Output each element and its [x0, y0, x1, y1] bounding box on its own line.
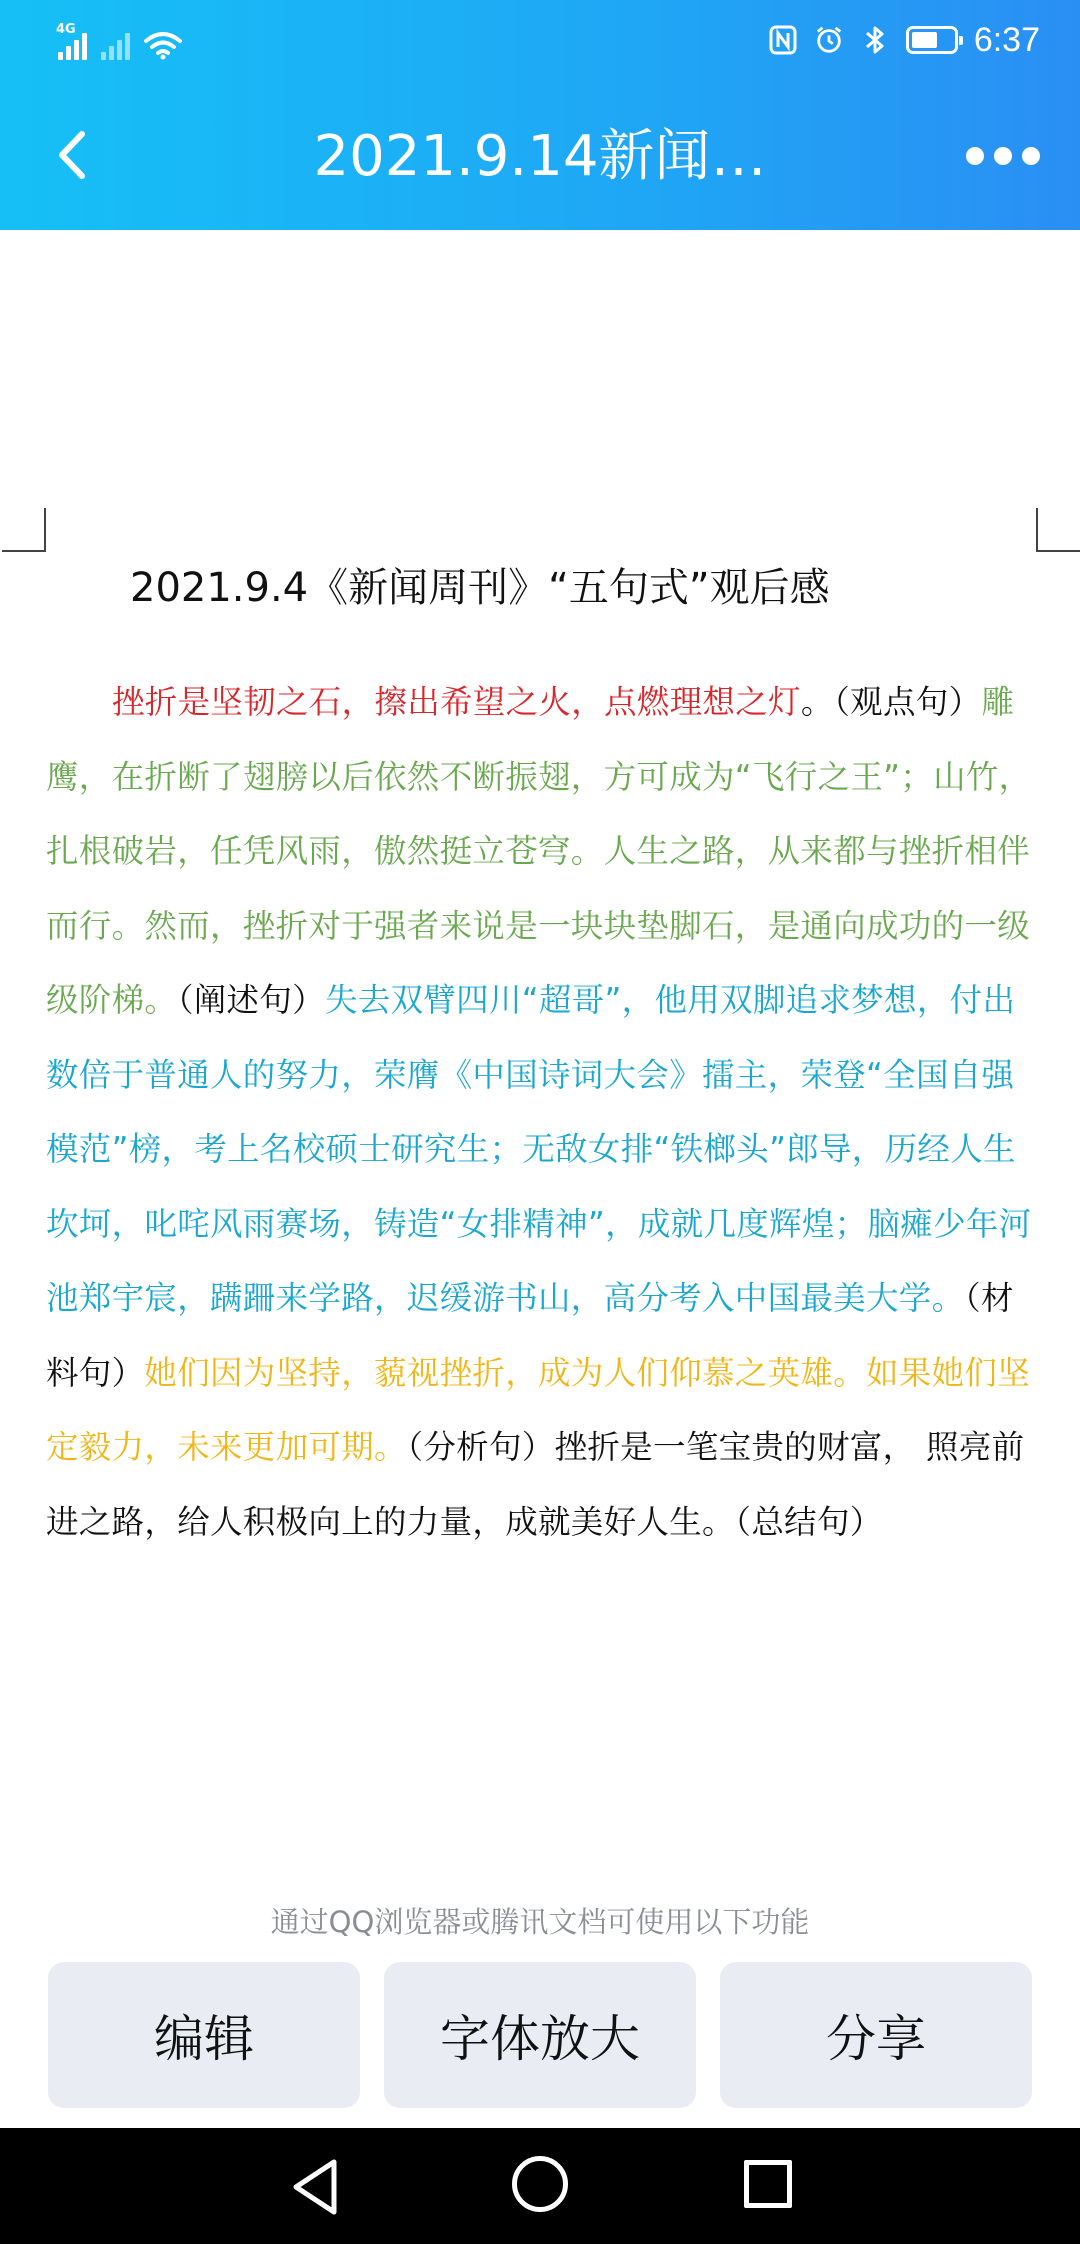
app-header	[0, 0, 1080, 230]
system-nav-bar	[0, 2128, 1080, 2244]
signal-icon	[101, 30, 130, 60]
bluetooth-icon	[860, 23, 890, 57]
dot	[1022, 147, 1040, 165]
document-title: 2021.9.4《新闻周刊》“五句式”观后感	[130, 565, 830, 611]
battery-icon	[906, 26, 958, 54]
network-type-label: 4G	[56, 22, 76, 37]
title-bar	[0, 100, 1080, 220]
nav-recents-icon[interactable]	[744, 2160, 792, 2208]
action-bar	[48, 1962, 1032, 2108]
label-material: （材料句）	[46, 1279, 1014, 1392]
label-elaboration: （阐述句）	[177, 981, 325, 1019]
status-left	[58, 20, 182, 60]
share-button[interactable]: 分享	[720, 1962, 1032, 2108]
edit-button[interactable]: 编辑	[48, 1962, 360, 2108]
nav-home-icon[interactable]	[512, 2156, 568, 2212]
chevron-left-icon[interactable]	[40, 120, 110, 190]
nfc-icon	[768, 23, 798, 57]
document-body	[46, 665, 1036, 1559]
wifi-icon	[144, 30, 182, 60]
conclusion-text: （分析句）挫折是一笔宝贵的财富， 照亮前进之路，给人积极向上的力量，成就美好人生。（总结句）	[46, 1428, 1025, 1541]
elaboration-text: 雕鹰，在折断了翅膀以后依然不断振翅，方可成为“飞行之王”；山竹，扎根破岩，任凭风雨，傲然挺立苍穹。人生之路，从来都与挫折相伴而行。然而，挫折对于强者来说是一块块垫脚石，是通向成功的一级级阶梯。	[46, 683, 1032, 1019]
nav-back-icon[interactable]	[282, 2152, 352, 2222]
font-zoom-button[interactable]: 字体放大	[384, 1962, 696, 2108]
label-viewpoint: 。（观点句）	[800, 683, 982, 721]
page-title: 2021.9.14新闻…	[313, 124, 767, 189]
dot	[994, 147, 1012, 165]
analysis-text: 她们因为坚持，藐视挫折，成为人们仰慕之英雄。如果她们坚定毅力，未来更加可期。	[46, 1353, 1031, 1466]
material-text: 失去双臂四川“超哥”，他用双脚追求梦想，付出数倍于普通人的努力，荣膺《中国诗词大会》擂主，荣登“全国自强模范”榜，考上名校硕士研究生；无敌女排“铁榔头”郎导，历经人生坎坷，叱咤风雨赛场，铸造“女排精神”，成就几度辉煌；脑瘫少年河池郑宇宸，蹒跚来学路，迟缓游书山，高分考入中国最美大学。	[46, 981, 1032, 1317]
status-time: 6:37	[973, 20, 1040, 59]
feature-hint: 通过QQ浏览器或腾讯文档可使用以下功能	[270, 1905, 810, 1939]
status-bar	[0, 0, 1080, 82]
dot	[966, 147, 984, 165]
crop-mark-left	[2, 508, 46, 552]
status-right	[768, 18, 1040, 62]
signal-icon	[56, 22, 87, 60]
alarm-icon	[814, 23, 844, 57]
crop-mark-right	[1036, 508, 1080, 552]
more-dots-icon[interactable]	[966, 138, 1046, 174]
battery-level	[912, 32, 937, 48]
viewpoint-sentence: 挫折是坚韧之石，擦出希望之火，点燃理想之灯	[112, 683, 801, 721]
